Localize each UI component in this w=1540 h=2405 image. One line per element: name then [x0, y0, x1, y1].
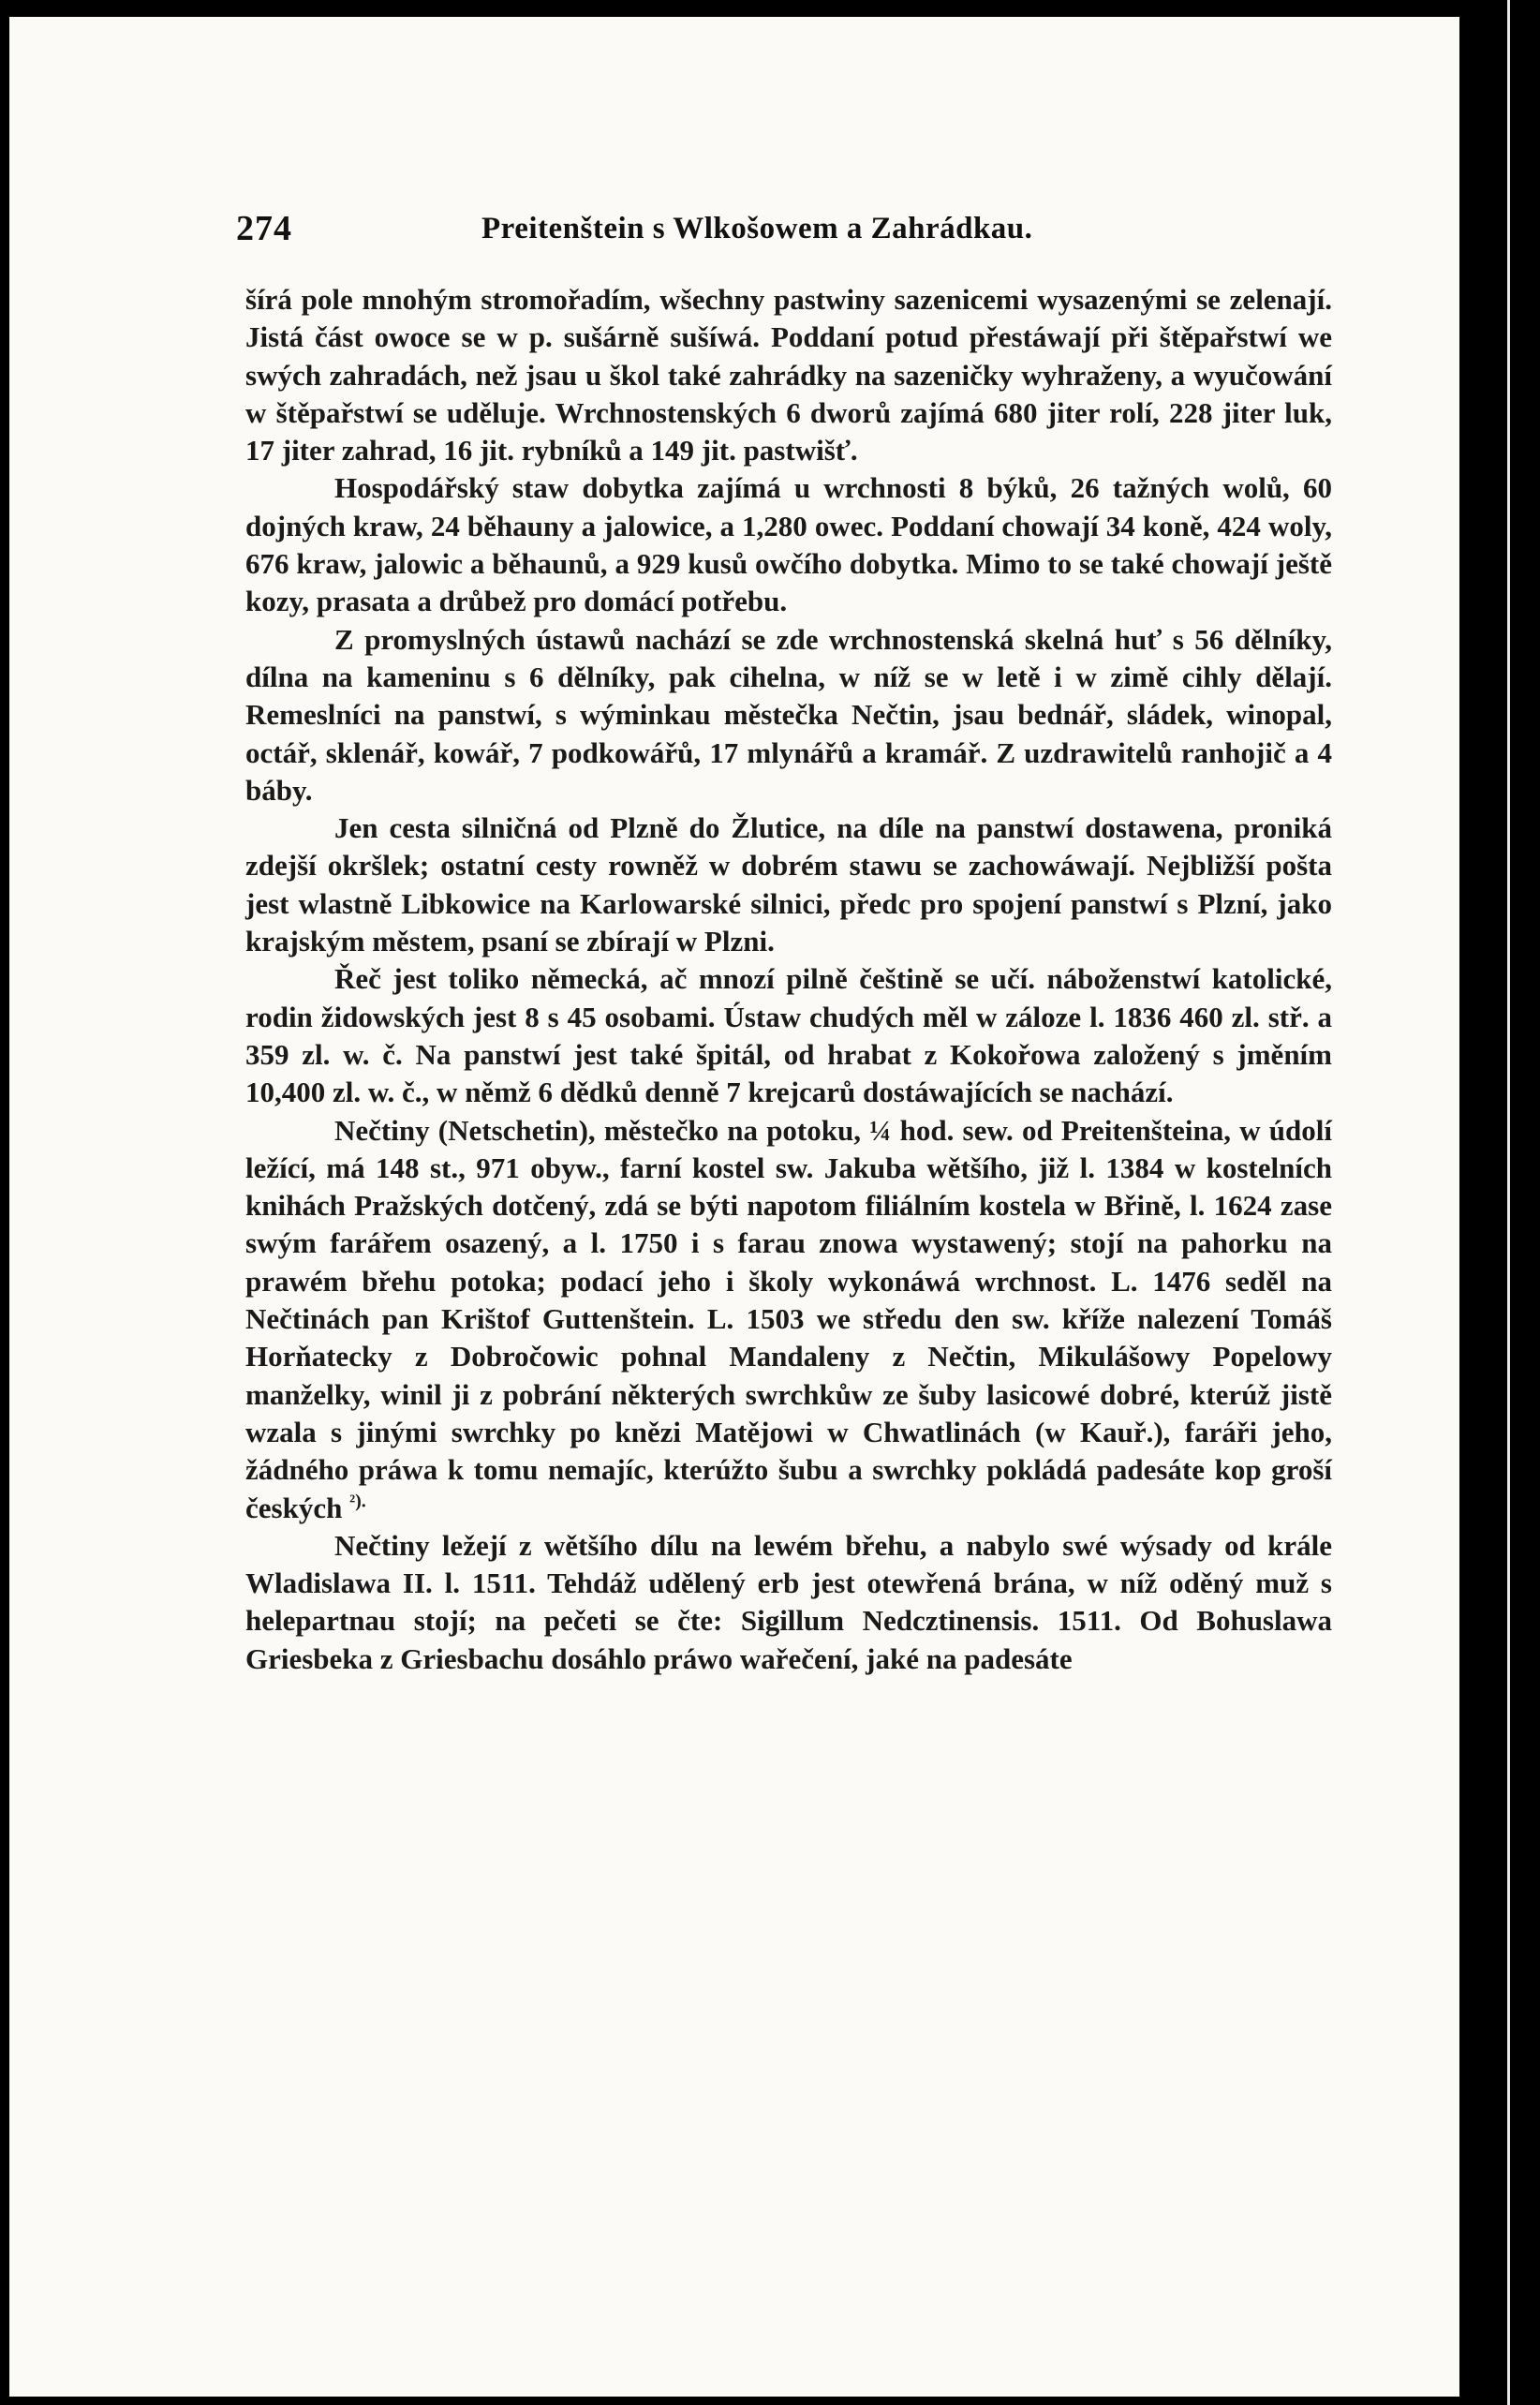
paragraph: Řeč jest toliko německá, ač mnozí pilně češtině se učí. náboženstwí katolické, rodin židowských jest 8 s 45 osobami. Ústaw chudých měl w záloze l. 1836 460 zl. stř. a 359 zl. w. č. Na panstwí jest také špitál, od hrabat z Kokořowa založený s jměním 10,400 zl. w. č., w němž 6 dědků denně 7 krejcarů dostáwajících se nachází.: [245, 962, 1332, 1109]
footnote-marker: ²).: [349, 1491, 366, 1512]
paragraph: Nečtiny ležejí z wětšího dílu na lewém břehu, a nabylo swé wýsady od krále Wladislawa II. l. 1511. Tehdáž udělený erb jest otewřená brána, w níž oděný muž s helepartnau stojí; na pečeti se čte: Sigillum Nedcztinensis. 1511. Od Bohuslawa Griesbeka z Griesbachu dosáhlo práwo wařečení, jaké na padesáte: [245, 1528, 1332, 1675]
paragraph: šírá pole mnohým stromořadím, wšechny pastwiny sazenicemi wysazenými se zelenají. Jistá část owoce se w p. sušárně sušíwá. Poddaní potud přestáwají při štěpařstwí we swých zahradách, než jsau u škol také zahrádky na sazeničky wyhraženy, a wyučowání w štěpařstwí se uděluje. Wrchnostenských 6 dworů zajímá 680 jiter rolí, 228 jiter luk, 17 jiter zahrad, 16 jit. rybníků a 149 jit. pastwišť.: [245, 283, 1332, 468]
page-header: [236, 208, 1370, 264]
paragraph: Z promyslných ústawů nachází se zde wrchnostenská skelná huť s 56 dělníky, dílna na kameninu s 6 dělníky, pak cihelna, w níž se w letě i w zimě cihly dělají. Remeslníci na panstwí, s wýminkau městečka Nečtin, jsau bednář, sládek, winopal, octář, sklenář, kowář, 7 podkowářů, 17 mlynářů a kramář. Z uzdrawitelů ranhojič a 4 báby.: [245, 622, 1332, 807]
paragraph: Hospodářský staw dobytka zajímá u wrchnosti 8 býků, 26 tažných wolů, 60 dojných kraw, 24 běhauny a jalowice, a 1,280 owec. Poddaní chowají 34 koně, 424 woly, 676 kraw, jalowic a běhaunů, a 929 kusů owčího dobytka. Mimo to se také chowají ještě kozy, prasata a drůbež pro domácí potřebu.: [245, 471, 1332, 618]
page-number: 274: [236, 209, 292, 248]
paragraph-with-footnote: [245, 1112, 1332, 1527]
body-text: [245, 281, 1332, 1678]
paragraph-text: Nečtiny (Netschetin), městečko na potoku, ¼ hod. sew. od Preitenšteina, w údolí ležící, má 148 st., 971 obyw., farní kostel sw. Jakuba wětšího, již l. 1384 w kostelních knihách Pražských dotčený, zdá se býti napotom filiálním kostela w Břině, l. 1624 zase swým farářem osazený, a l. 1750 i s farau znowa wystawený; stojí na pahorku na prawém břehu potoka; podací jeho i školy wykonáwá wrchnost. L. 1476 seděl na Nečtinách pan Krištof Guttenštein. L. 1503 we středu den sw. kříže nalezení Tomáš Horňatecky z Dobročowic pohnal Mandaleny z Nečtin, Mikulášowy Popelowy manželky, winil ji z pobrání některých swrchkůw ze šuby lasicowé dobré, kterúž jistě wzala s jinými swrchky po knězi Matějowi w Chwatlinách (w Kauř.), faráři jeho, žádného práwa k tomu nemajíc, kterúžto šubu a swrchky pokládá padesáte kop groší českých: [245, 1113, 1332, 1524]
page-edge-line: [1507, 0, 1510, 2405]
paragraph: Jen cesta silničná od Plzně do Žlutice, na díle na panstwí dostawena, proniká zdejší okršlek; ostatní cesty rowněž w dobrém stawu se zachowáwají. Nejbližší pošta jest wlastně Libkowice na Karlowarské silnici, předc pro spojení panstwí s Plzní, jako krajským městem, psaní se zbírají w Plzni.: [245, 811, 1332, 958]
running-title: Preitenštein s Wlkošowem a Zahrádkau.: [481, 212, 1033, 245]
